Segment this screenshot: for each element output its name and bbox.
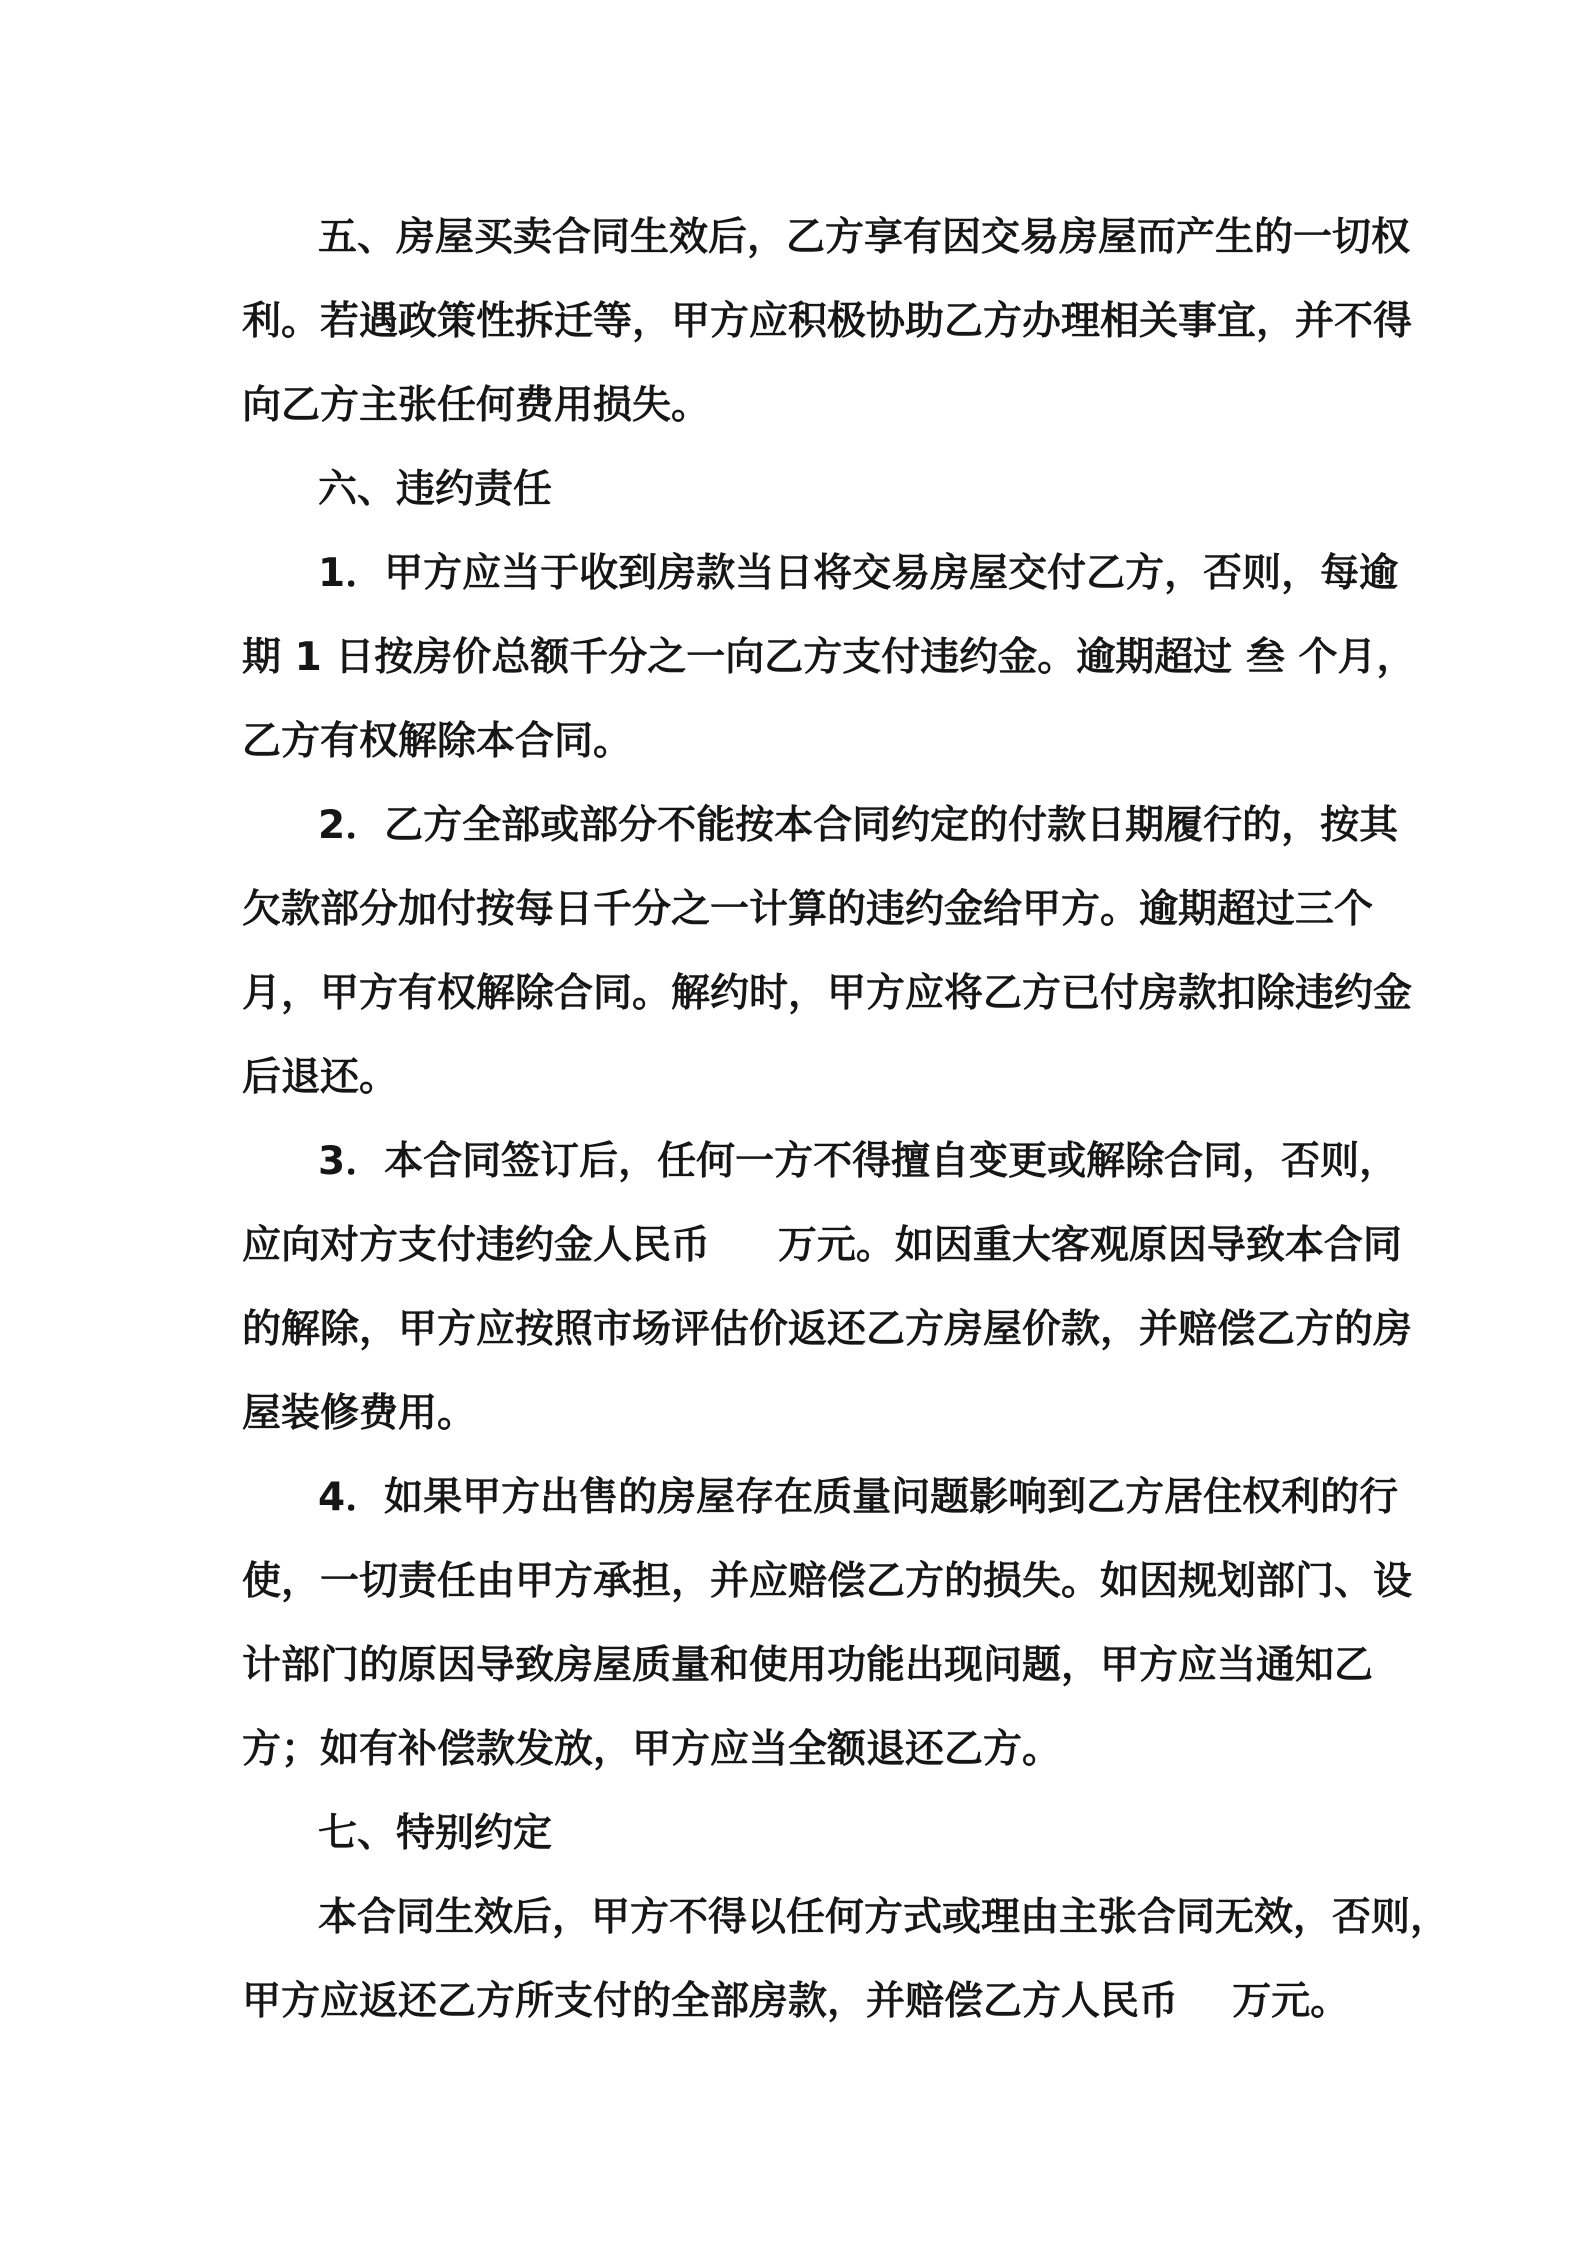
text-line: 1．甲方应当于收到房款当日将交易房屋交付乙方，否则，每逾	[318, 551, 1399, 596]
section-heading-special-terms	[242, 1792, 1352, 1876]
text-line: 五、房屋买卖合同生效后，乙方享有因交易房屋而产生的一切权	[318, 215, 1411, 260]
paragraph-clause-5	[242, 196, 1413, 448]
text-line: 4．如果甲方出售的房屋存在质量问题影响到乙方居住权利的行	[318, 1475, 1399, 1520]
paragraph-item-4	[242, 1456, 1413, 1792]
text-line: 期 1 日按房价总额千分之一向乙方支付违约金。逾期超过 叁 个月，	[242, 635, 1416, 680]
text-line: 的解除，甲方应按照市场评估价返还乙方房屋价款，并赔偿乙方的房	[242, 1307, 1413, 1352]
document-body	[242, 196, 1450, 2044]
section-heading-breach-liability	[242, 448, 1352, 532]
text-line: 乙方有权解除本合同。	[242, 719, 633, 764]
text-line: 方；如有补偿款发放，甲方应当全额退还乙方。	[242, 1727, 1062, 1772]
text-line: 甲方应返还乙方所支付的全部房款，并赔偿乙方人民币 万元。	[242, 1979, 1350, 2024]
text-line: 3．本合同签订后，任何一方不得擅自变更或解除合同，否则，	[318, 1139, 1399, 1184]
text-line: 计部门的原因导致房屋质量和使用功能出现问题，甲方应当通知乙	[242, 1643, 1374, 1688]
text-line: 2．乙方全部或部分不能按本合同约定的付款日期履行的，按其	[318, 803, 1399, 848]
text-line: 后退还。	[242, 1055, 399, 1100]
paragraph-item-2	[242, 784, 1413, 1120]
text-line: 月，甲方有权解除合同。解约时，甲方应将乙方已付房款扣除违约金	[242, 971, 1413, 1016]
paragraph-item-3	[242, 1120, 1413, 1456]
paragraph-special-terms	[242, 1876, 1450, 2044]
text-line: 七、特别约定	[318, 1811, 553, 1856]
text-line: 利。若遇政策性拆迁等，甲方应积极协助乙方办理相关事宜，并不得	[242, 299, 1413, 344]
text-line: 向乙方主张任何费用损失。	[242, 383, 711, 428]
text-line: 六、违约责任	[318, 467, 553, 512]
text-line: 屋装修费用。	[242, 1391, 477, 1436]
text-line: 使，一切责任由甲方承担，并应赔偿乙方的损失。如因规划部门、设	[242, 1559, 1413, 1604]
text-line: 欠款部分加付按每日千分之一计算的违约金给甲方。逾期超过三个	[242, 887, 1374, 932]
text-line: 本合同生效后，甲方不得以任何方式或理由主张合同无效，否则，	[318, 1895, 1450, 1940]
paragraph-item-1	[242, 532, 1416, 784]
text-line: 应向对方支付违约金人民币 万元。如因重大客观原因导致本合同	[242, 1223, 1402, 1268]
